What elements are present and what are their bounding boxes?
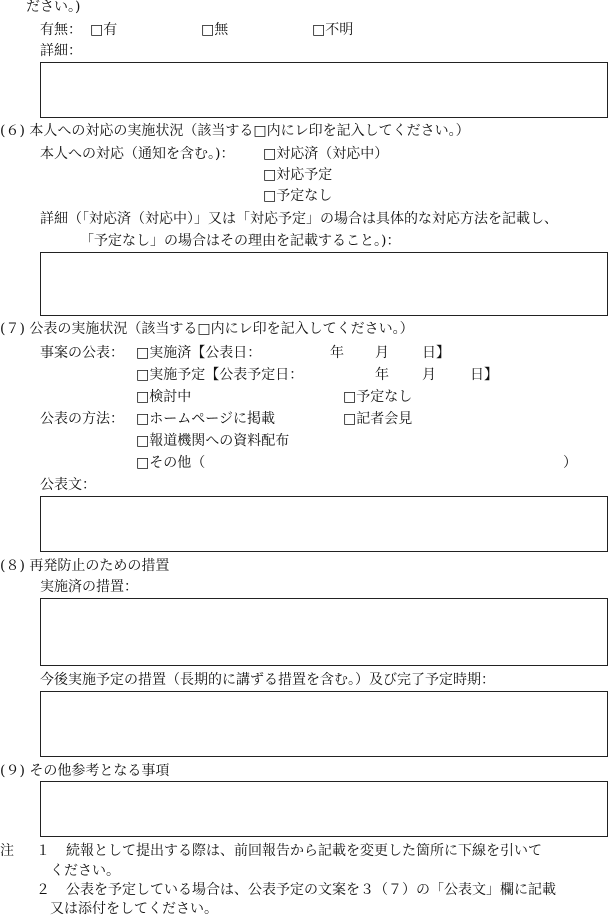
- measures-done-box[interactable]: [40, 598, 608, 666]
- section8-heading: (８) 再発防止のための措置: [0, 558, 170, 574]
- announce-planned-year: 年: [375, 367, 389, 383]
- note2-number: ２: [36, 882, 50, 898]
- continuation-text: ださい。): [26, 0, 81, 15]
- checkbox-method-other[interactable]: □その他（: [136, 455, 206, 471]
- checkbox-announce-planned[interactable]: □実施予定【公表予定日：: [136, 367, 304, 383]
- checkbox-response-none[interactable]: □予定なし: [263, 188, 333, 204]
- announce-label: 事案の公表：: [40, 345, 124, 361]
- announce-planned-day: 日】: [470, 367, 498, 383]
- response-detail-line2: 「予定なし」の場合はその理由を記載すること。)：: [80, 233, 401, 249]
- response-detail-line1: 詳細（「対応済（対応中）」又は「対応予定」の場合は具体的な対応方法を記載し、: [40, 211, 558, 227]
- checkbox-method-press[interactable]: □記者会見: [343, 411, 413, 427]
- detail-input-box[interactable]: [40, 62, 608, 118]
- measures-done-label: 実施済の措置：: [40, 579, 138, 595]
- announce-done-month: 月: [375, 345, 389, 361]
- checkbox-method-web[interactable]: □ホームページに掲載: [136, 411, 275, 427]
- checkbox-method-media[interactable]: □報道機関への資料配布: [136, 433, 290, 449]
- section9-heading: (９) その他参考となる事項: [0, 763, 170, 779]
- note1-line2: ください。: [50, 863, 120, 879]
- measures-plan-box[interactable]: [40, 691, 608, 757]
- checkbox-announce-done[interactable]: □実施済【公表日：: [136, 345, 262, 361]
- announce-done-day: 日】: [422, 345, 450, 361]
- checkbox-response-planned[interactable]: □対応予定: [263, 167, 333, 183]
- response-label: 本人への対応（通知を含む。)：: [40, 146, 235, 162]
- method-other-close: ）: [563, 455, 577, 471]
- note1-line1: 続報として提出する際は、前回報告から記載を変更した箇所に下線を引いて: [66, 843, 542, 859]
- checkbox-announce-review[interactable]: □検討中: [136, 389, 192, 405]
- announce-text-box[interactable]: [40, 496, 608, 552]
- checkbox-announce-none[interactable]: □予定なし: [343, 389, 413, 405]
- checkbox-unknown[interactable]: □不明: [312, 22, 354, 38]
- note2-line1: 公表を予定している場合は、公表予定の文案を３（７）の「公表文」欄に記載: [66, 882, 556, 898]
- section7-heading: (７) 公表の実施状況（該当する□内にレ印を記入してください。）: [0, 321, 414, 337]
- measures-plan-label: 今後実施予定の措置（長期的に講ずる措置を含む。）及び完了予定時期：: [40, 672, 495, 688]
- checkbox-yes[interactable]: □有: [90, 22, 118, 38]
- checkbox-response-done[interactable]: □対応済（対応中）: [263, 146, 389, 162]
- section6-heading: (６) 本人への対応の実施状況（該当する□内にレ印を記入してください。）: [0, 123, 470, 139]
- response-detail-box[interactable]: [40, 252, 608, 316]
- checkbox-no[interactable]: □無: [201, 22, 229, 38]
- announce-text-label: 公表文：: [40, 477, 96, 493]
- reference-box[interactable]: [40, 781, 608, 837]
- announce-done-year: 年: [330, 345, 344, 361]
- detail-label: 詳細：: [40, 43, 82, 59]
- notes-prefix: 注: [0, 843, 14, 859]
- note1-number: １: [36, 843, 50, 859]
- existence-label: 有無：: [40, 22, 82, 38]
- note2-line2: 又は添付をしてください。: [50, 901, 218, 917]
- announce-planned-month: 月: [422, 367, 436, 383]
- method-label: 公表の方法：: [40, 411, 124, 427]
